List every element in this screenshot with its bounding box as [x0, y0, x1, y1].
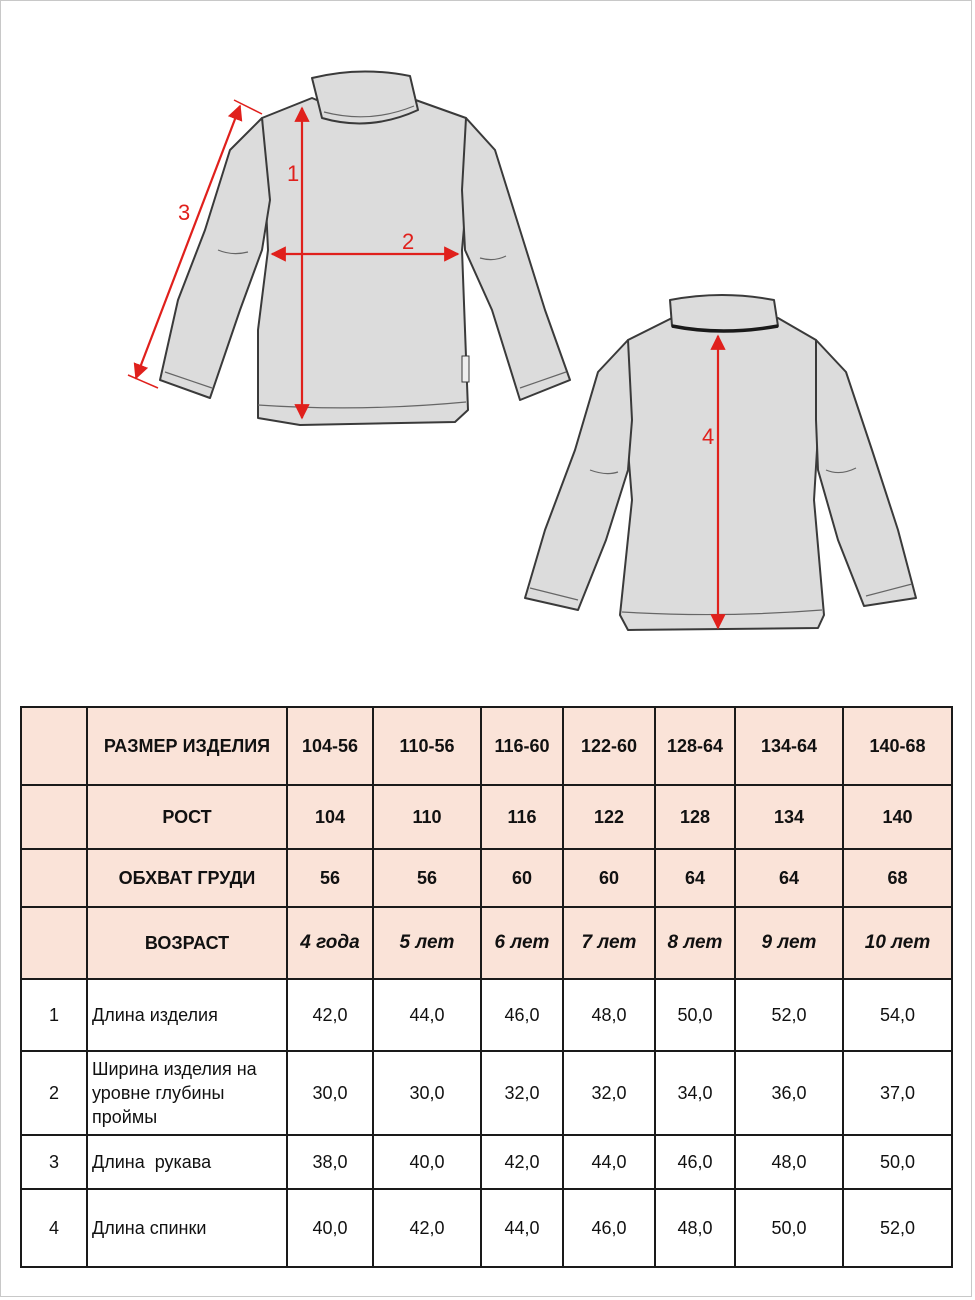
table-cell: 54,0 — [843, 979, 952, 1051]
measure-label-1: 1 — [287, 161, 300, 186]
table-cell: 110-56 — [373, 707, 481, 785]
measure-label-4: 4 — [702, 424, 715, 449]
table-cell: 32,0 — [481, 1051, 563, 1135]
table-row — [21, 979, 952, 1051]
front-view — [160, 71, 570, 425]
row-label: Длина спинки — [87, 1189, 287, 1267]
table-cell: 46,0 — [481, 979, 563, 1051]
table-cell: 44,0 — [373, 979, 481, 1051]
table-cell: 56 — [373, 849, 481, 907]
table-cell: 30,0 — [373, 1051, 481, 1135]
table-cell: 52,0 — [735, 979, 843, 1051]
table-cell: 42,0 — [481, 1135, 563, 1189]
table-cell: 116 — [481, 785, 563, 849]
front-left-sleeve — [160, 118, 270, 398]
table-cell: 37,0 — [843, 1051, 952, 1135]
table-cell: 64 — [655, 849, 735, 907]
row-num-cell: 1 — [21, 979, 87, 1051]
row-num-cell — [21, 849, 87, 907]
table-cell: 134-64 — [735, 707, 843, 785]
table-cell: 52,0 — [843, 1189, 952, 1267]
back-body — [620, 318, 824, 630]
table-cell: 122-60 — [563, 707, 655, 785]
table-cell: 128 — [655, 785, 735, 849]
table-cell: 38,0 — [287, 1135, 373, 1189]
table-cell: 44,0 — [481, 1189, 563, 1267]
table-row — [21, 1189, 952, 1267]
row-label: ВОЗРАСТ — [87, 907, 287, 979]
table-cell: 5 лет — [373, 907, 481, 979]
table-cell: 48,0 — [735, 1135, 843, 1189]
row-num-cell — [21, 907, 87, 979]
row-label: Длина изделия — [87, 979, 287, 1051]
front-right-sleeve — [462, 118, 570, 400]
table-cell: 110 — [373, 785, 481, 849]
table-cell: 30,0 — [287, 1051, 373, 1135]
front-body — [258, 98, 470, 425]
back-collar — [670, 295, 778, 331]
table-cell: 116-60 — [481, 707, 563, 785]
table-cell: 104 — [287, 785, 373, 849]
table-header-row-height — [21, 785, 952, 849]
table-cell: 50,0 — [735, 1189, 843, 1267]
table-cell: 4 года — [287, 907, 373, 979]
table-cell: 32,0 — [563, 1051, 655, 1135]
table-row — [21, 1135, 952, 1189]
measure-label-2: 2 — [402, 229, 415, 254]
table-cell: 140-68 — [843, 707, 952, 785]
back-right-sleeve — [816, 340, 916, 606]
table-row — [21, 1051, 952, 1135]
table-header-row-size — [21, 707, 952, 785]
table-cell: 34,0 — [655, 1051, 735, 1135]
table-cell: 42,0 — [287, 979, 373, 1051]
table-header-row-age — [21, 907, 952, 979]
row-label: РОСТ — [87, 785, 287, 849]
measure-label-3: 3 — [178, 200, 191, 225]
table-cell: 46,0 — [563, 1189, 655, 1267]
row-num-cell: 2 — [21, 1051, 87, 1135]
row-num-cell — [21, 785, 87, 849]
table-cell: 134 — [735, 785, 843, 849]
table-cell: 140 — [843, 785, 952, 849]
row-num-cell: 3 — [21, 1135, 87, 1189]
back-view — [525, 295, 916, 630]
table-cell: 8 лет — [655, 907, 735, 979]
row-label: ОБХВАТ ГРУДИ — [87, 849, 287, 907]
measure-tick-3b — [128, 375, 158, 388]
row-label: Длина рукава — [87, 1135, 287, 1189]
table-cell: 68 — [843, 849, 952, 907]
table-cell: 44,0 — [563, 1135, 655, 1189]
table-cell: 50,0 — [843, 1135, 952, 1189]
row-num-cell: 4 — [21, 1189, 87, 1267]
row-label: Ширина изделия на уровне глубины проймы — [87, 1051, 287, 1135]
table-cell: 48,0 — [563, 979, 655, 1051]
table-header-row-chest — [21, 849, 952, 907]
table-cell: 128-64 — [655, 707, 735, 785]
row-num-cell — [21, 707, 87, 785]
front-label-tag — [462, 356, 469, 382]
row-label: РАЗМЕР ИЗДЕЛИЯ — [87, 707, 287, 785]
table-cell: 42,0 — [373, 1189, 481, 1267]
table-cell: 104-56 — [287, 707, 373, 785]
table-cell: 60 — [481, 849, 563, 907]
table-cell: 10 лет — [843, 907, 952, 979]
table-cell: 40,0 — [373, 1135, 481, 1189]
table-cell: 56 — [287, 849, 373, 907]
table-cell: 6 лет — [481, 907, 563, 979]
table-cell: 40,0 — [287, 1189, 373, 1267]
table-cell: 50,0 — [655, 979, 735, 1051]
table-cell: 46,0 — [655, 1135, 735, 1189]
front-collar — [312, 71, 418, 123]
size-table — [20, 706, 953, 1268]
table-cell: 122 — [563, 785, 655, 849]
table-cell: 9 лет — [735, 907, 843, 979]
table-cell: 7 лет — [563, 907, 655, 979]
table-cell: 36,0 — [735, 1051, 843, 1135]
table-cell: 60 — [563, 849, 655, 907]
table-cell: 48,0 — [655, 1189, 735, 1267]
table-cell: 64 — [735, 849, 843, 907]
